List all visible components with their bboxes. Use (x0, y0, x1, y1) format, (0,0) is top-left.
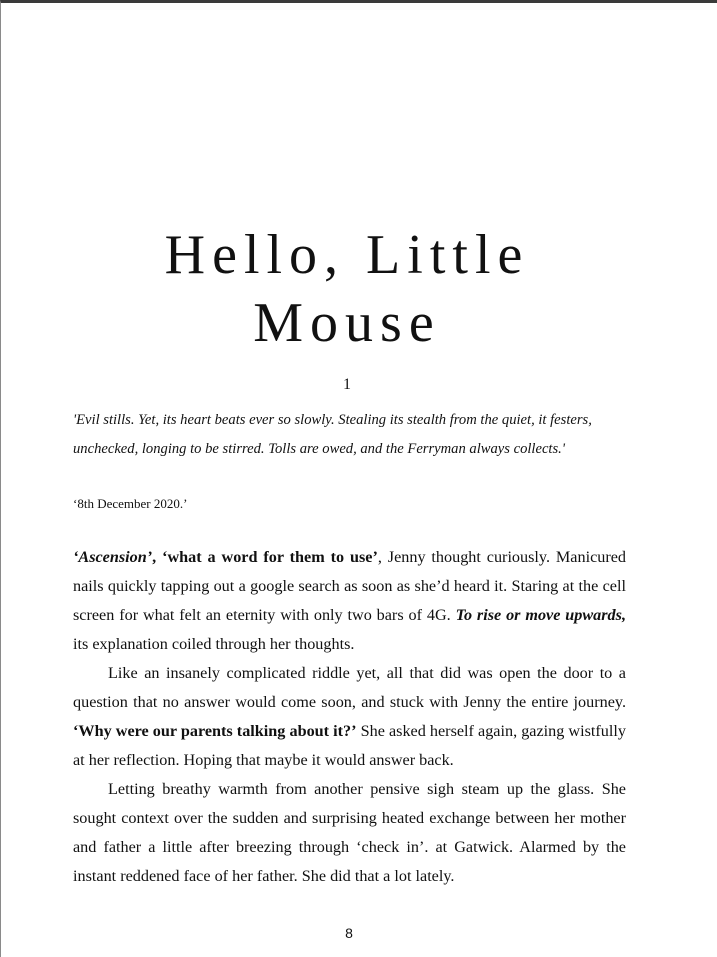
paragraph-1-text-a: , Jenny thought curiously. Manicured nails quickly tapping out a google search as soon as she’d heard it. Staring at the cell screen for what felt an eternity with only two bars of 4G. (73, 548, 627, 624)
book-title-line-1: Hello, Little (164, 224, 530, 286)
paragraph-2-text-a: Like an insanely complicated riddle yet, all that did was open the door to a question that no answer would come soon, and stuck with Jenny the entire journey. (73, 664, 626, 711)
body-text (73, 543, 626, 891)
definition-text: To rise or move upwards, (455, 606, 627, 624)
paragraph-2-text-b: She asked herself again, gazing wistfully at her reflection. Hoping that maybe it would answer back. (73, 722, 626, 769)
paragraph-3-text: Letting breathy warmth from another pensive sigh steam up the glass. She sought context over the sudden and surprising heated exchange between her mother and father a little after breezing through ‘check in’. at Gatwick. Alarmed by the instant reddened face of her father. She did that a lot lately. (73, 780, 626, 885)
quoted-thought: ‘what a word for them to use’ (162, 548, 378, 566)
book-title-line-2: Mouse (253, 292, 441, 354)
paragraph-3 (73, 775, 626, 891)
question-text: ‘Why were our parents talking about it?’ (73, 722, 357, 740)
paragraph-1 (73, 543, 626, 659)
book-title (1, 221, 693, 357)
page-number: 8 (345, 925, 353, 941)
paragraph-1-text-b: its explanation coiled through her thoughts. (73, 635, 355, 653)
epigraph: 'Evil stills. Yet, its heart beats ever so slowly. Stealing its stealth from the quiet, it festers, unchecked, longing to be stirred. Tolls are owed, and the Ferryman always collects.' (73, 412, 592, 457)
paragraph-2 (73, 659, 626, 775)
chapter-number: 1 (343, 376, 351, 393)
ascension-word: ‘Ascension’ (73, 548, 153, 566)
ascension-comma: , (152, 548, 163, 566)
dateline: ‘8th December 2020.’ (73, 496, 188, 511)
